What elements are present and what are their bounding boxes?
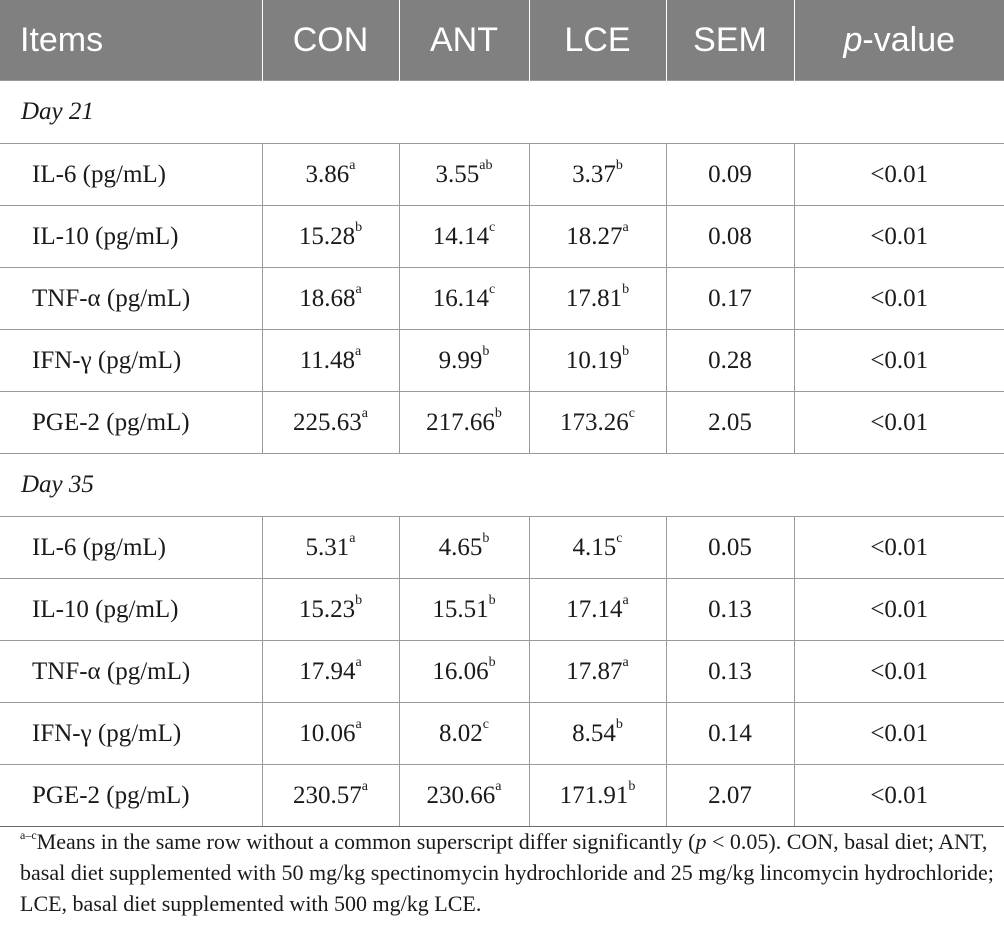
table-row [0, 268, 1004, 330]
row-con-cell-value: 10.06 [299, 719, 356, 747]
row-item-cell-value: IL-6 (pg/mL) [32, 533, 166, 561]
row-p-value-cell [794, 703, 1004, 765]
row-lce-cell [529, 579, 666, 641]
row-lce-cell-value: 171.91 [559, 781, 629, 809]
row-p-value-cell-value: <0.01 [870, 222, 929, 250]
row-con-cell [262, 517, 399, 579]
row-con-cell-value: 18.68 [299, 284, 356, 312]
row-con-cell-value: 5.31 [305, 533, 350, 561]
row-lce-cell-superscript: b [628, 779, 636, 795]
row-con-cell [262, 641, 399, 703]
table-body [0, 81, 1004, 827]
table-row [0, 579, 1004, 641]
row-sem-cell [666, 144, 794, 206]
table-row [0, 392, 1004, 454]
row-ant-cell [399, 641, 529, 703]
footnote-text-1: Means in the same row without a common superscript differ significantly ( [36, 829, 696, 854]
row-con-cell [262, 392, 399, 454]
row-lce-cell-value: 4.15 [572, 533, 617, 561]
table-row [0, 703, 1004, 765]
row-ant-cell [399, 703, 529, 765]
row-lce-cell-superscript: a [622, 220, 629, 236]
row-ant-cell-superscript: a [495, 779, 502, 795]
row-ant-cell-superscript: b [482, 531, 490, 547]
row-p-value-cell-value: <0.01 [870, 346, 929, 374]
row-lce-cell [529, 392, 666, 454]
header-p-value [794, 0, 1004, 81]
row-item-cell-value: IFN-γ (pg/mL) [32, 346, 182, 374]
header-sem: SEM [666, 0, 794, 81]
table-row [0, 144, 1004, 206]
row-item-cell-value: PGE-2 (pg/mL) [32, 408, 190, 436]
row-lce-cell [529, 703, 666, 765]
row-con-cell-superscript: a [355, 344, 362, 360]
row-ant-cell-superscript: b [488, 655, 496, 671]
row-item-cell [0, 517, 262, 579]
row-lce-cell-value: 3.37 [572, 160, 616, 188]
section-label: Day 35 [0, 454, 1004, 517]
row-sem-cell [666, 206, 794, 268]
header-p-suffix: -value [862, 20, 956, 59]
row-ant-cell [399, 206, 529, 268]
row-ant-cell-superscript: c [489, 220, 496, 236]
row-sem-cell [666, 330, 794, 392]
row-con-cell-value: 3.86 [305, 160, 350, 188]
row-con-cell-superscript: b [355, 220, 363, 236]
row-sem-cell-value: 0.08 [708, 222, 752, 250]
row-lce-cell-superscript: c [628, 406, 635, 422]
table-row [0, 517, 1004, 579]
row-con-cell-superscript: a [361, 779, 368, 795]
row-lce-cell-value: 17.81 [565, 284, 623, 312]
table-row [0, 330, 1004, 392]
header-lce: LCE [529, 0, 666, 81]
row-ant-cell [399, 144, 529, 206]
row-con-cell [262, 144, 399, 206]
row-p-value-cell [794, 392, 1004, 454]
row-lce-cell [529, 641, 666, 703]
row-sem-cell-value: 0.09 [708, 160, 752, 188]
row-con-cell [262, 579, 399, 641]
row-con-cell-superscript: b [355, 593, 363, 609]
row-ant-cell [399, 330, 529, 392]
row-p-value-cell-value: <0.01 [870, 595, 929, 623]
header-ant: ANT [399, 0, 529, 81]
row-lce-cell-superscript: b [615, 158, 623, 174]
row-ant-cell-value: 217.66 [426, 408, 495, 436]
row-ant-cell-value: 16.14 [432, 284, 490, 312]
row-con-cell-value: 17.94 [299, 657, 356, 685]
row-sem-cell-value: 0.28 [708, 346, 752, 374]
row-sem-cell [666, 268, 794, 330]
row-p-value-cell-value: <0.01 [870, 719, 929, 747]
row-lce-cell-value: 17.87 [566, 657, 623, 685]
row-sem-cell [666, 392, 794, 454]
row-con-cell-superscript: a [355, 282, 362, 298]
row-lce-cell-superscript: a [622, 593, 629, 609]
row-con-cell-superscript: a [361, 406, 368, 422]
row-item-cell [0, 268, 262, 330]
row-item-cell-value: IL-10 (pg/mL) [32, 222, 179, 250]
row-con-cell [262, 765, 399, 827]
row-lce-cell-value: 17.14 [566, 595, 623, 623]
row-ant-cell-superscript: ab [479, 158, 493, 174]
row-sem-cell-value: 2.07 [708, 781, 752, 809]
row-item-cell-value: IFN-γ (pg/mL) [32, 719, 182, 747]
row-con-cell [262, 330, 399, 392]
row-ant-cell-value: 14.14 [432, 222, 490, 250]
section-label: Day 21 [0, 81, 1004, 144]
table-row [0, 641, 1004, 703]
row-p-value-cell-value: <0.01 [870, 284, 929, 312]
table-row [0, 206, 1004, 268]
row-p-value-cell-value: <0.01 [870, 781, 929, 809]
row-item-cell [0, 144, 262, 206]
row-ant-cell-superscript: b [488, 593, 496, 609]
row-ant-cell [399, 579, 529, 641]
row-ant-cell-superscript: b [494, 406, 502, 422]
row-ant-cell-value: 16.06 [432, 657, 489, 685]
row-ant-cell [399, 765, 529, 827]
row-p-value-cell [794, 206, 1004, 268]
row-lce-cell-superscript: a [622, 655, 629, 671]
row-con-cell-superscript: a [349, 531, 356, 547]
row-con-cell-value: 15.28 [298, 222, 356, 250]
table-row [0, 765, 1004, 827]
row-p-value-cell-value: <0.01 [870, 533, 929, 561]
header-con: CON [262, 0, 399, 81]
row-con-cell [262, 703, 399, 765]
row-item-cell [0, 206, 262, 268]
row-sem-cell-value: 0.14 [708, 719, 752, 747]
row-ant-cell [399, 268, 529, 330]
row-p-value-cell [794, 579, 1004, 641]
row-item-cell-value: TNF-α (pg/mL) [32, 657, 191, 685]
row-con-cell-value: 11.48 [299, 346, 356, 374]
table-footnote [20, 826, 995, 919]
row-sem-cell-value: 0.13 [708, 657, 752, 685]
row-con-cell-superscript: a [355, 717, 362, 733]
row-item-cell [0, 579, 262, 641]
row-con-cell-value: 225.63 [293, 408, 362, 436]
row-lce-cell [529, 765, 666, 827]
row-p-value-cell [794, 517, 1004, 579]
row-lce-cell-value: 8.54 [572, 719, 616, 747]
row-item-cell [0, 392, 262, 454]
row-p-value-cell [794, 144, 1004, 206]
row-con-cell-superscript: a [355, 655, 362, 671]
row-lce-cell-value: 173.26 [560, 408, 629, 436]
header-row [0, 0, 1004, 81]
row-item-cell-value: TNF-α (pg/mL) [32, 284, 191, 312]
row-p-value-cell [794, 765, 1004, 827]
row-p-value-cell [794, 330, 1004, 392]
row-lce-cell-superscript: c [616, 531, 623, 547]
row-lce-cell-superscript: b [622, 282, 630, 298]
row-sem-cell [666, 765, 794, 827]
row-lce-cell-superscript: b [622, 344, 630, 360]
row-con-cell [262, 206, 399, 268]
row-ant-cell [399, 517, 529, 579]
row-p-value-cell [794, 268, 1004, 330]
row-ant-cell-value: 3.55 [435, 160, 480, 188]
row-ant-cell-superscript: c [489, 282, 496, 298]
row-sem-cell-value: 0.13 [708, 595, 752, 623]
row-item-cell [0, 765, 262, 827]
row-p-value-cell [794, 641, 1004, 703]
section-row [0, 81, 1004, 144]
header-items: Items [0, 0, 262, 81]
row-item-cell [0, 330, 262, 392]
footnote-p-italic: p [695, 829, 707, 854]
row-ant-cell-superscript: c [482, 717, 489, 733]
row-con-cell [262, 268, 399, 330]
row-item-cell-value: IL-6 (pg/mL) [32, 160, 166, 188]
row-sem-cell [666, 703, 794, 765]
row-ant-cell [399, 392, 529, 454]
row-item-cell-value: PGE-2 (pg/mL) [32, 781, 190, 809]
row-lce-cell [529, 517, 666, 579]
footnote-text-2: < 0.05). CON, basal diet; ANT, basal diet supplemented with 50 mg/kg spectinomycin hydrochloride and 25 mg/kg lincomycin hydrochloride; LCE, basal diet supplemented with 500 mg/kg LCE. [20, 829, 994, 916]
row-con-cell-value: 15.23 [298, 595, 356, 623]
row-sem-cell [666, 579, 794, 641]
row-ant-cell-value: 230.66 [426, 781, 496, 809]
section-row [0, 454, 1004, 517]
row-lce-cell [529, 206, 666, 268]
row-item-cell-value: IL-10 (pg/mL) [32, 595, 179, 623]
row-item-cell [0, 703, 262, 765]
row-ant-cell-superscript: b [482, 344, 490, 360]
row-lce-cell-value: 10.19 [565, 346, 623, 374]
row-item-cell [0, 641, 262, 703]
row-lce-cell-value: 18.27 [566, 222, 623, 250]
row-p-value-cell-value: <0.01 [870, 408, 929, 436]
row-sem-cell-value: 2.05 [708, 408, 752, 436]
row-ant-cell-value: 4.65 [438, 533, 483, 561]
row-sem-cell [666, 517, 794, 579]
row-sem-cell-value: 0.17 [708, 284, 752, 312]
row-con-cell-superscript: a [349, 158, 356, 174]
header-p-italic: p [843, 20, 863, 59]
row-ant-cell-value: 9.99 [438, 346, 483, 374]
row-lce-cell-superscript: b [615, 717, 623, 733]
row-lce-cell [529, 268, 666, 330]
row-lce-cell [529, 144, 666, 206]
row-p-value-cell-value: <0.01 [870, 160, 929, 188]
row-sem-cell-value: 0.05 [708, 533, 752, 561]
row-lce-cell [529, 330, 666, 392]
row-p-value-cell-value: <0.01 [870, 657, 929, 685]
row-con-cell-value: 230.57 [293, 781, 362, 809]
footnote-superscript: a–c [20, 827, 37, 842]
row-ant-cell-value: 8.02 [439, 719, 483, 747]
row-ant-cell-value: 15.51 [432, 595, 489, 623]
row-sem-cell [666, 641, 794, 703]
